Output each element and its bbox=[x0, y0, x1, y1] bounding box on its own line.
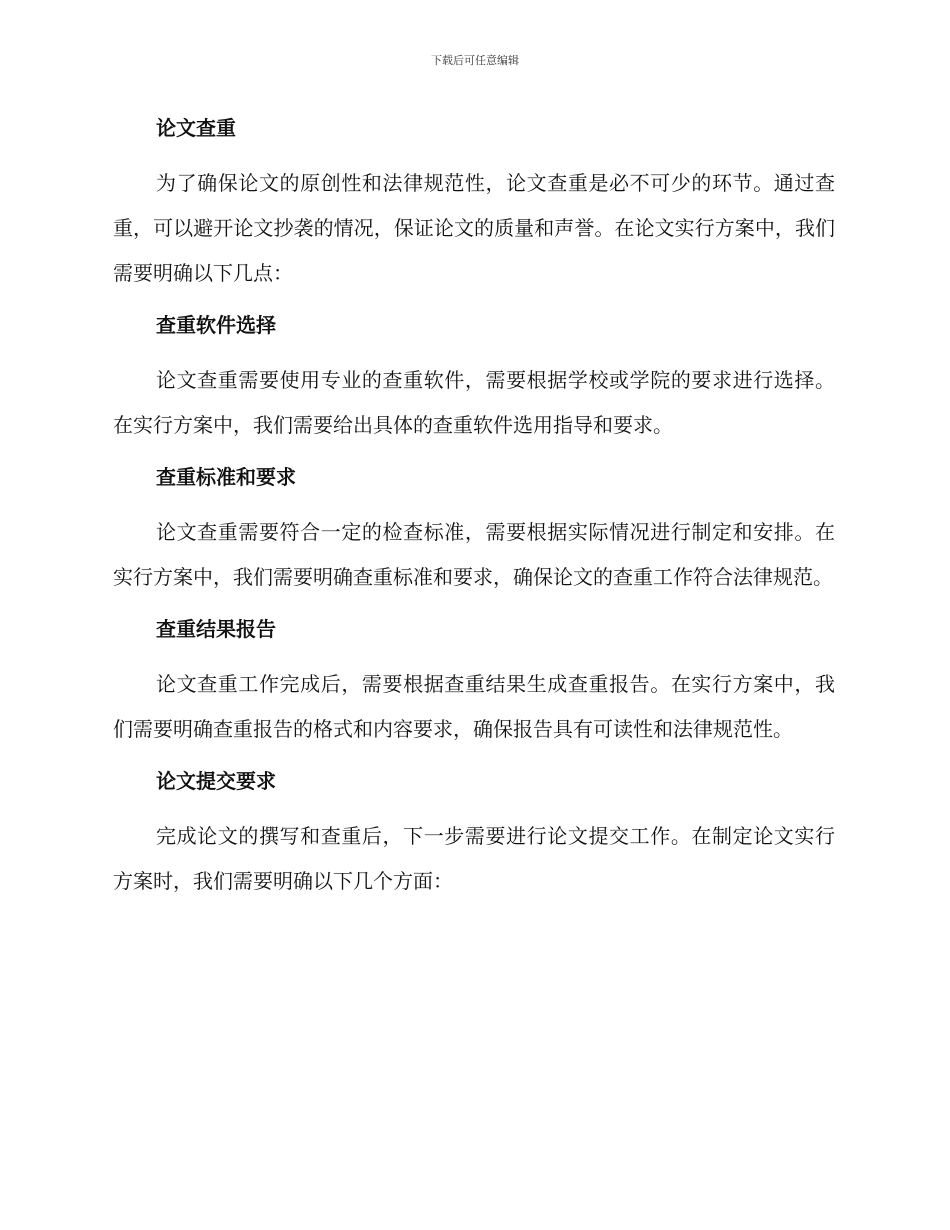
section-paragraph-submission: 完成论文的撰写和查重后，下一步需要进行论文提交工作。在制定论文实行方案时，我们需要明确以下几个方面： bbox=[113, 824, 835, 893]
document-body bbox=[113, 112, 835, 904]
section-paragraph-plagiarism-check: 为了确保论文的原创性和法律规范性，论文查重是必不可少的环节。通过查重，可以避开论文抄袭的情况，保证论文的质量和声誉。在论文实行方案中，我们需要明确以下几点： bbox=[113, 171, 835, 285]
page-header: 下载后可任意编辑 bbox=[431, 54, 519, 67]
section-paragraph-standards: 论文查重需要符合一定的检查标准，需要根据实际情况进行制定和安排。在实行方案中，我们需要明确查重标准和要求，确保论文的查重工作符合法律规范。 bbox=[113, 520, 835, 589]
section-heading-standards: 查重标准和要求 bbox=[156, 465, 296, 489]
section-paragraph-result-report: 论文查重工作完成后，需要根据查重结果生成查重报告。在实行方案中，我们需要明确查重报告的格式和内容要求，确保报告具有可读性和法律规范性。 bbox=[113, 672, 835, 741]
section-heading-submission: 论文提交要求 bbox=[156, 769, 276, 793]
section-paragraph-software-selection: 论文查重需要使用专业的查重软件，需要根据学校或学院的要求进行选择。在实行方案中，我们需要给出具体的查重软件选用指导和要求。 bbox=[113, 368, 835, 437]
section-heading-software-selection: 查重软件选择 bbox=[156, 313, 276, 337]
section-heading-plagiarism-check: 论文查重 bbox=[156, 116, 236, 140]
section-heading-result-report: 查重结果报告 bbox=[156, 617, 276, 641]
